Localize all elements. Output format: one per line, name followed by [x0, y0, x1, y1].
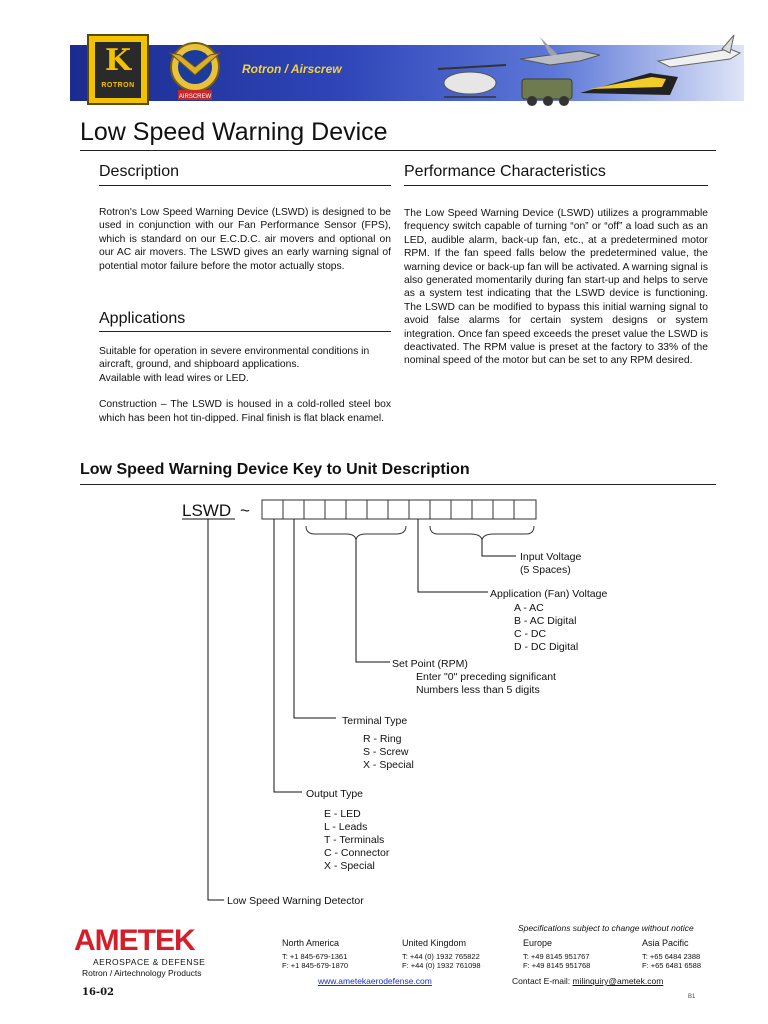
region-fax-europe: F: +49 8145 951768: [523, 961, 591, 970]
key-rule: [80, 484, 716, 485]
description-heading: Description: [99, 163, 180, 180]
application-voltage-option-c: C - DC: [514, 628, 547, 640]
description-body: Rotron's Low Speed Warning Device (LSWD) is designed to be used in conjunction with our Fan Performance Sensor (FPS), which is standard on our E.C.D.C. air movers and optional on our AC air movers. The LSWD gives an early warning signal of potential motor failure before the motor actually stops.: [99, 207, 391, 272]
aircraft-vehicles-illustration: [430, 31, 744, 109]
banner-title: Rotron / Airscrew: [242, 62, 342, 76]
page-mark: B1: [688, 994, 696, 1000]
rotron-logo: [87, 34, 149, 105]
page-title: Low Speed Warning Device: [80, 118, 388, 146]
performance-body: The Low Speed Warning Device (LSWD) utilizes a programmable frequency switch capable of turning “on” or “off” a load such as an LED, audible alarm, back-up fan, etc., at a predetermined motor RPM. If the fan speed falls below the predetermined value, the warning device or back-up fan will be activated. A warning signal is also generated momentarily during fan start-up and helps to serve as a system test indicating that the LSWD device is functioning. The LSWD can be modified to bypass this initial warning signal to avoid false alarms for certain system designs or system integration. Once fan speed exceeds the preset value the LSWD is deactivated. The RPM value is preset at the factory to 33% of the nominal speed of the motor but can be set to any RPM desired.: [404, 208, 708, 367]
region-phone-asia-pacific: T: +65 6484 2388: [642, 952, 701, 961]
region-fax-north-america: F: +1 845-679-1870: [282, 961, 349, 970]
products-label: Rotron / Airtechnology Products: [82, 968, 202, 978]
terminal-type-option-s: S - Screw: [363, 746, 409, 758]
region-fax-asia-pacific: F: +65 6481 6588: [642, 961, 702, 970]
title-rule: [80, 150, 716, 151]
header-banner: [70, 31, 744, 109]
input-voltage-spaces: (5 Spaces): [520, 564, 571, 576]
applications-text-1: Suitable for operation in severe environmental conditions in aircraft, ground, and shipboard applications.: [99, 346, 370, 371]
input-voltage-label: Input Voltage: [520, 551, 582, 563]
region-name-north-america: North America: [282, 938, 340, 948]
applications-text-3: Construction – The LSWD is housed in a cold-rolled steel box which has been hot tin-dipped. Final finish is flat black enamel.: [99, 399, 391, 424]
region-name-europe: Europe: [523, 938, 553, 948]
applications-heading: Applications: [99, 310, 186, 327]
application-voltage-option-d: D - DC Digital: [514, 641, 579, 653]
output-type-option-t: T - Terminals: [324, 834, 385, 846]
contact-email: [512, 976, 663, 986]
airscrew-badge-text: AIRSCREW: [178, 94, 212, 100]
applications-body: [99, 345, 391, 425]
output-type-option-c: C - Connector: [324, 847, 390, 859]
rotron-logo-text: ROTRON: [101, 82, 135, 89]
disclaimer: Specifications subject to change without notice: [518, 923, 694, 933]
region-phone-europe: T: +49 8145 951767: [523, 952, 590, 961]
rotron-logo-mark: K: [104, 43, 132, 78]
business-jet-icon: [658, 35, 740, 67]
document-number: 16-02: [82, 987, 114, 998]
unit-key-diagram: [170, 494, 630, 914]
helicopter-icon: [438, 65, 506, 97]
website-link[interactable]: www.ametekaerodefense.com: [318, 976, 432, 986]
region-phone-north-america: T: +1 845-679-1361: [282, 952, 348, 961]
region-fax-united-kingdom: F: +44 (0) 1932 761098: [402, 961, 481, 970]
application-voltage-option-a: A - AC: [514, 602, 544, 614]
contact-email-link[interactable]: milinquiry@ametek.com: [572, 976, 664, 986]
terminal-type-option-r: R - Ring: [363, 733, 402, 745]
terminal-type-title: Terminal Type: [342, 715, 408, 727]
code-tilde: ~: [240, 501, 250, 520]
output-type-title: Output Type: [306, 788, 364, 800]
set-point-title: Set Point (RPM): [392, 658, 468, 670]
armored-vehicle-icon: [522, 79, 572, 106]
terminal-type-option-x: X - Special: [363, 759, 414, 771]
performance-rule: [404, 185, 708, 186]
region-phone-united-kingdom: T: +44 (0) 1932 765822: [402, 952, 480, 961]
detector-label: Low Speed Warning Detector: [227, 895, 364, 907]
contact-email-label: Contact E-mail:: [512, 976, 571, 986]
train-icon: [580, 73, 678, 95]
fighter-jet-icon: [520, 37, 600, 65]
applications-rule: [99, 331, 391, 332]
key-heading: Low Speed Warning Device Key to Unit Description: [80, 461, 470, 478]
description-rule: [99, 185, 391, 186]
set-point-note-1: Enter "0" preceding significant: [416, 671, 556, 683]
output-type-option-x: X - Special: [324, 860, 375, 872]
applications-text-2: Available with lead wires or LED.: [99, 372, 249, 384]
application-voltage-option-b: B - AC Digital: [514, 615, 577, 627]
division-label: AEROSPACE & DEFENSE: [93, 957, 206, 967]
output-type-option-e: E - LED: [324, 808, 361, 820]
region-name-united-kingdom: United Kingdom: [402, 938, 467, 948]
set-point-note-2: Numbers less than 5 digits: [416, 684, 540, 696]
output-type-option-l: L - Leads: [324, 821, 368, 833]
code-boxes: [262, 500, 536, 519]
braces: [306, 526, 534, 541]
region-name-asia-pacific: Asia Pacific: [642, 938, 689, 948]
code-label: LSWD: [182, 501, 232, 520]
application-voltage-title: Application (Fan) Voltage: [490, 588, 608, 600]
ametek-logo: AMETEK: [74, 924, 195, 957]
performance-heading: Performance Characteristics: [404, 163, 606, 180]
airscrew-emblem-icon: [164, 33, 226, 105]
